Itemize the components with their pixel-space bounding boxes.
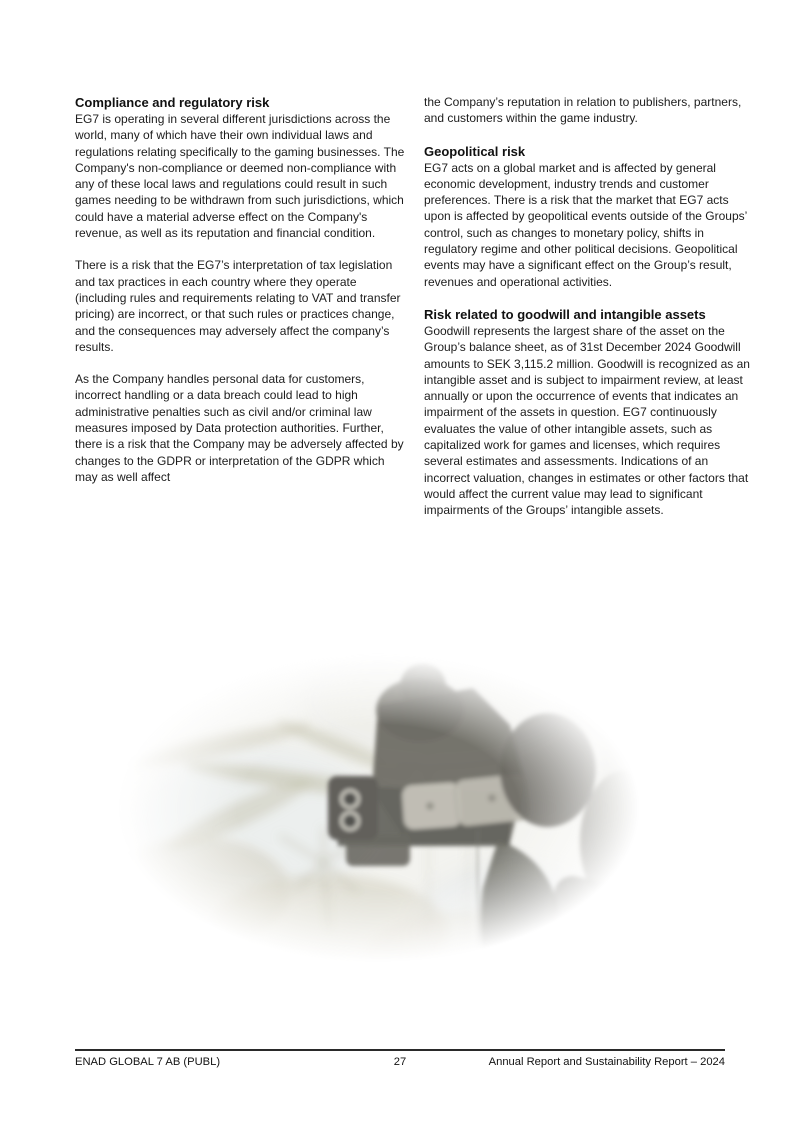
heading-goodwill-risk: Risk related to goodwill and intangible assets [424, 306, 706, 322]
weapon-lens-top [342, 791, 359, 808]
heading-geopolitical-risk: Geopolitical risk [424, 143, 526, 159]
heading-compliance-risk: Compliance and regulatory risk [75, 95, 270, 110]
footer-page-number: 27 [393, 1056, 407, 1068]
paragraph-goodwill: Goodwill represents the largest share of the asset on the Group’s balance sheet, as of 31st December 2024 Goodwill amounts to SEK 3,115.2 million. Goodwill is recognized as an intangible asset and is subject to impairment review, at least annually or upon the occurrence of events that indicates an impairment of the assets in question. EG7 continuously evaluates the value of other intangible assets, such as capitalized work for games and licenses, which requires several estimates and assessments. Indications of an incorrect valuation, changes in estimates or other factors that would affect the current value may lead to significant impairments of the Groups’ intangible assets. [424, 323, 750, 518]
paragraph-gdpr-risk: As the Company handles personal data for customers, incorrect handling or a data breach could lead to high administrative penalties such as civil and/or criminal law measures imposed by Data protection authorities. Further, there is a risk that the Company may be adversely affected by changes to the GDPR or interpretation of the GDPR which may as well affect [75, 372, 404, 484]
paragraph-tax-risk: There is a risk that the EG7’s interpretation of tax legislation and tax practices in each country where they operate (including rules and requirements relating to VAT and transfer pricing) are incorrect, or that such rules or practices change, and the consequences may adversely affect the company’s results. [75, 258, 401, 354]
mech-jungle-artwork [78, 630, 723, 1020]
page-footer [75, 1049, 725, 1069]
footer-row [75, 1051, 725, 1069]
footer-report-title: Annual Report and Sustainability Report – 2024 [488, 1056, 725, 1068]
footer-company-name: ENAD GLOBAL 7 AB (PUBL) [75, 1056, 221, 1068]
mech-jungle-illustration [78, 630, 723, 1020]
left-column [75, 94, 407, 501]
paragraph-gdpr-continued: the Company’s reputation in relation to publishers, partners, and customers within the game industry. [424, 95, 742, 126]
paragraph-compliance: EG7 is operating in several different jurisdictions across the world, many of which have their own individual laws and regulations relating specifically to the gaming businesses. The Company's non-compliance or deemed non-compliance with any of these local laws and regulations could result in such games needing to be withdrawn from such jurisdictions, which could have a material adverse effect on the Company's revenue, as well as its reputation and financial condition. [75, 112, 405, 241]
weapon-lens-bottom [342, 813, 359, 830]
right-column [424, 94, 756, 535]
paragraph-geopolitical: EG7 acts on a global market and is affected by general economic development, industry trends and customer preferences. There is a risk that the market that EG7 acts upon is affected by geopolitical events outside of the Groups’ control, such as changes to monetary policy, shifts in regulatory regime and other political decisions. Geopolitical events may have a significant effect on the Group’s result, revenues and operational activities. [424, 160, 747, 289]
